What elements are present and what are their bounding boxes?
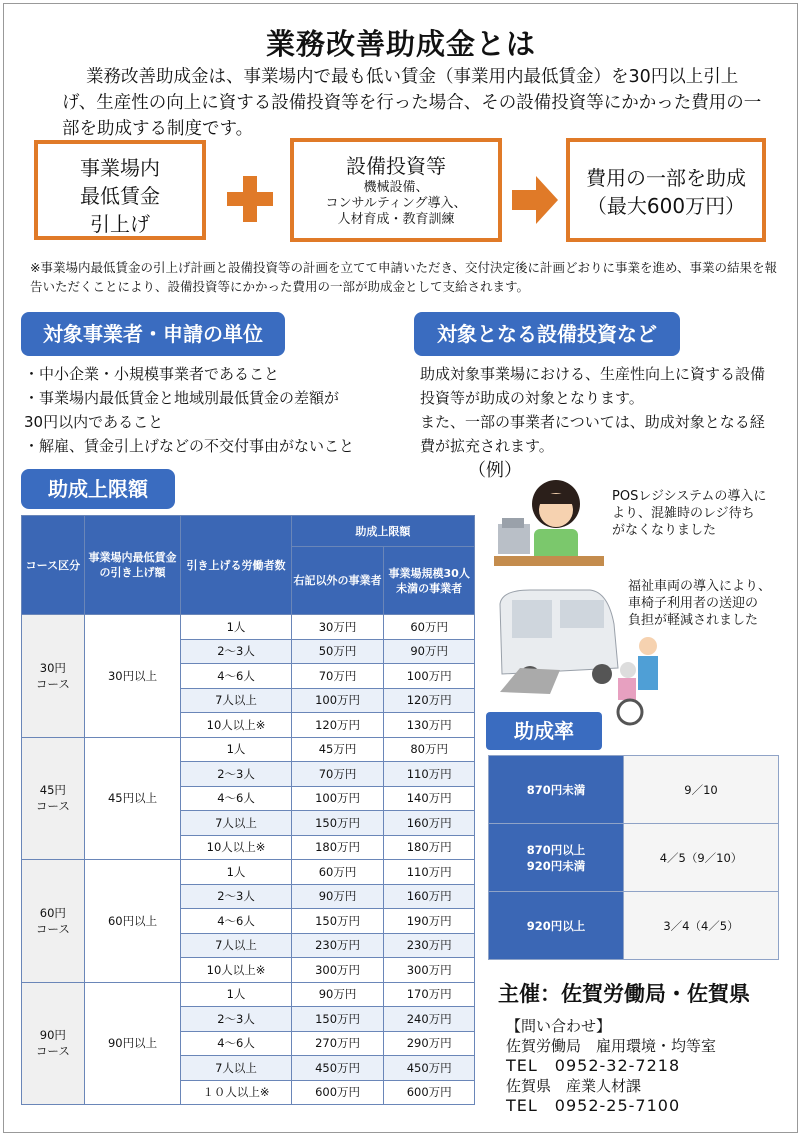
- course-raise: 30円以上: [84, 615, 181, 738]
- course-name: 60円 コース: [22, 860, 85, 983]
- investment-text: 助成対象事業場における、生産性向上に資する設備 投資等が助成の対象となります。 また、一部の事業者については、助成対象となる経 費が拡充されます。: [420, 365, 766, 455]
- col-course: コース区分: [22, 516, 85, 615]
- course-name: 45円 コース: [22, 737, 85, 860]
- example1-caption: POSレジシステムの導入に より、混雑時のレジ待ち がなくなりました: [612, 489, 767, 538]
- limit-other-cell: 90万円: [291, 982, 384, 1007]
- workers-cell: 1人: [181, 982, 291, 1007]
- workers-cell: 10人以上※: [181, 713, 291, 738]
- limit-small-cell: 140万円: [384, 786, 475, 811]
- limit-other-cell: 45万円: [291, 737, 384, 762]
- list-item: ・事業場内最低賃金と地域別最低賃金の差額が: [24, 389, 340, 407]
- limit-small-cell: 130万円: [384, 713, 475, 738]
- limit-other-cell: 150万円: [291, 1007, 384, 1032]
- rate-value: 9／10: [624, 756, 779, 824]
- limit-small-cell: 60万円: [384, 615, 475, 640]
- intro-text: 業務改善助成金は、事業場内で最も低い賃金（事業用内最低賃金）を30円以上引上げ、生産性の向上に資する設備投資等を行った場合、その設備投資等にかかった費用の一部を助成する制度です。: [62, 67, 762, 139]
- course-raise: 45円以上: [84, 737, 181, 860]
- box-subsidy: 費用の一部を助成 （最大600万円）: [566, 138, 766, 242]
- limit-other-cell: 180万円: [291, 835, 384, 860]
- col-other: 右記以外の事業者: [291, 547, 384, 615]
- workers-cell: 7人以上: [181, 933, 291, 958]
- workers-cell: 4～6人: [181, 786, 291, 811]
- limit-other-cell: 70万円: [291, 664, 384, 689]
- limit-other-cell: 270万円: [291, 1031, 384, 1056]
- example2-caption: 福祉車両の導入により、 車椅子利用者の送迎の 負担が軽減されました: [628, 579, 772, 628]
- col-workers: 引き上げる労働者数: [181, 516, 291, 615]
- col-limit: 助成上限額: [291, 516, 474, 547]
- limit-small-cell: 180万円: [384, 835, 475, 860]
- course-raise: 90円以上: [84, 982, 181, 1105]
- rate-key: 920円以上: [489, 892, 624, 960]
- limit-other-cell: 50万円: [291, 639, 384, 664]
- workers-cell: 7人以上: [181, 811, 291, 836]
- limit-small-cell: 160万円: [384, 884, 475, 909]
- limit-small-cell: 120万円: [384, 688, 475, 713]
- box-wage-raise: 事業場内 最低賃金 引上げ: [34, 140, 206, 240]
- workers-cell: 4～6人: [181, 1031, 291, 1056]
- limit-other-cell: 60万円: [291, 860, 384, 885]
- example-label: （例）: [468, 460, 522, 481]
- course-raise: 60円以上: [84, 860, 181, 983]
- rate-key: 870円未満: [489, 756, 624, 824]
- workers-cell: 2～3人: [181, 762, 291, 787]
- rate-value: 4／5（9／10）: [624, 824, 779, 892]
- limit-small-cell: 230万円: [384, 933, 475, 958]
- limit-small-cell: 600万円: [384, 1080, 475, 1105]
- limit-small-cell: 110万円: [384, 762, 475, 787]
- rate-value: 3／4（4／5）: [624, 892, 779, 960]
- limit-other-cell: 100万円: [291, 688, 384, 713]
- limit-small-cell: 110万円: [384, 860, 475, 885]
- workers-cell: 2～3人: [181, 1007, 291, 1032]
- subsidy-limit-table: [21, 515, 475, 1105]
- course-name: 90円 コース: [22, 982, 85, 1105]
- section-limit: 助成上限額: [21, 469, 175, 509]
- section-rate: 助成率: [486, 712, 602, 750]
- table-row: [22, 615, 475, 640]
- limit-other-cell: 230万円: [291, 933, 384, 958]
- section-target: 対象事業者・申請の単位: [21, 312, 285, 356]
- limit-small-cell: 300万円: [384, 958, 475, 983]
- workers-cell: 4～6人: [181, 664, 291, 689]
- workers-cell: 2～3人: [181, 884, 291, 909]
- limit-small-cell: 80万円: [384, 737, 475, 762]
- table-row: [22, 860, 475, 885]
- workers-cell: 10人以上※: [181, 958, 291, 983]
- limit-small-cell: 160万円: [384, 811, 475, 836]
- limit-small-cell: 90万円: [384, 639, 475, 664]
- limit-small-cell: 240万円: [384, 1007, 475, 1032]
- box-investment: 設備投資等 機械設備、 コンサルティング導入、 人材育成・教育訓練: [290, 138, 502, 242]
- workers-cell: 7人以上: [181, 688, 291, 713]
- limit-other-cell: 600万円: [291, 1080, 384, 1105]
- cashier-illustration: [494, 474, 604, 570]
- limit-small-cell: 170万円: [384, 982, 475, 1007]
- note-text: ※事業場内最低賃金の引上げ計画と設備投資等の計画を立てて申請いただき、交付決定後に計画どおりに事業を進め、事業の結果を報告いただくことにより、設備投資等にかかった費用の一部が助成金として支給されます。: [30, 260, 777, 294]
- phone-link[interactable]: TEL 0952-25-7100: [506, 1096, 681, 1115]
- limit-small-cell: 290万円: [384, 1031, 475, 1056]
- limit-other-cell: 120万円: [291, 713, 384, 738]
- list-item: ・解雇、賃金引上げなどの不交付事由がないこと: [24, 437, 355, 455]
- section-investment: 対象となる設備投資など: [414, 312, 680, 356]
- workers-cell: １０人以上※: [181, 1080, 291, 1105]
- sponsor: 主催：佐賀労働局・佐賀県: [498, 982, 750, 1006]
- list-item: ・中小企業・小規模事業者であること: [24, 365, 280, 383]
- limit-other-cell: 150万円: [291, 909, 384, 934]
- limit-small-cell: 190万円: [384, 909, 475, 934]
- limit-small-cell: 100万円: [384, 664, 475, 689]
- arrow-right-icon: [512, 176, 558, 224]
- workers-cell: 7人以上: [181, 1056, 291, 1081]
- workers-cell: 1人: [181, 737, 291, 762]
- target-list: [24, 362, 354, 458]
- limit-other-cell: 300万円: [291, 958, 384, 983]
- workers-cell: 2～3人: [181, 639, 291, 664]
- rate-key: 870円以上 920円未満: [489, 824, 624, 892]
- plus-icon: [227, 176, 273, 222]
- list-item: 30円以内であること: [24, 413, 164, 431]
- table-row: [22, 737, 475, 762]
- limit-other-cell: 450万円: [291, 1056, 384, 1081]
- limit-other-cell: 100万円: [291, 786, 384, 811]
- limit-small-cell: 450万円: [384, 1056, 475, 1081]
- subsidy-rate-table: [488, 755, 779, 960]
- table-row: [22, 982, 475, 1007]
- workers-cell: 1人: [181, 615, 291, 640]
- col-raise: 事業場内最低賃金の引き上げ額: [84, 516, 181, 615]
- col-small: 事業場規模30人未満の事業者: [384, 547, 475, 615]
- workers-cell: 10人以上※: [181, 835, 291, 860]
- workers-cell: 4～6人: [181, 909, 291, 934]
- limit-other-cell: 90万円: [291, 884, 384, 909]
- contact-info: 【問い合わせ】 佐賀労働局 雇用環境・均等室 TEL 0952-32-7218 佐賀県 産業人材課 TEL 0952-25-7100: [506, 1017, 717, 1115]
- page-title: 業務改善助成金とは: [265, 27, 536, 61]
- course-name: 30円 コース: [22, 615, 85, 738]
- phone-link[interactable]: TEL 0952-32-7218: [506, 1056, 681, 1075]
- limit-other-cell: 70万円: [291, 762, 384, 787]
- workers-cell: 1人: [181, 860, 291, 885]
- limit-other-cell: 150万円: [291, 811, 384, 836]
- limit-other-cell: 30万円: [291, 615, 384, 640]
